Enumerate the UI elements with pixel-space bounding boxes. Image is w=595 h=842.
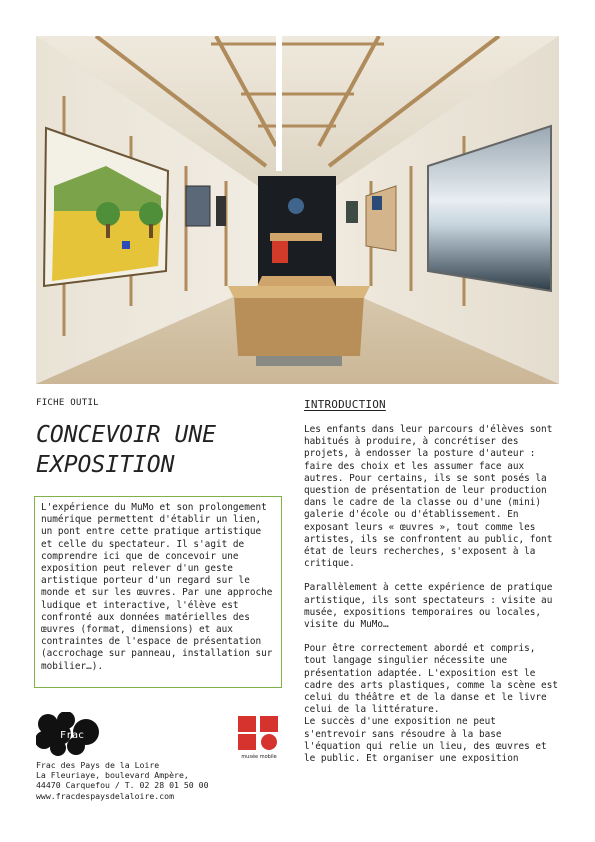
intro-paragraph-1: Les enfants dans leur parcours d'élèves sont habitués à produire, à concrétiser des projets, à endosser la posture d'auteur : faire des choix et les assumer face aux autres. Pour certains, ils se sont posés la question de présentation de leur production dans le cadre de la classe ou d'une (mini) galerie d'école ou d'établissement. En exposant leurs « œuvres », tout comme les artistes, ils se confrontent au public, font état de leurs recherches, s'exposent à la critique. xyxy=(304,424,553,570)
document-label: FICHE OUTIL xyxy=(36,398,99,408)
gallery-interior-illustration xyxy=(36,36,559,384)
intro-paragraph-4: Le succès d'une exposition ne peut s'entrevoir sans résoudre à la base l'équation qui relie un lieu, des œuvres et le public. Et organiser une exposition xyxy=(304,716,547,765)
mumo-caption: musée mobile xyxy=(241,754,277,760)
summary-text: L'expérience du MuMo et son prolongement numérique permettent d'établir un lien, un pont entre cette pratique artistique et celle du spectateur. Il s'agit de comprendre ici que de concevoir une exposition peut relever d'un geste artistique porteur d'un regard sur le monde et sur les œuvres. Par une approche ludique et interactive, l'élève est confronté aux données matérielles des œuvres (format, dimensions) et aux contraintes de l'espace de présentation (accrochage sur panneau, installation sur mobilier…). xyxy=(41,502,273,672)
mumo-logo xyxy=(236,714,282,760)
introduction-heading: INTRODUCTION xyxy=(304,398,386,411)
page-title xyxy=(36,420,286,480)
intro-paragraph-2: Parallèlement à cette expérience de pratique artistique, ils sont spectateurs : visite au musée, expositions temporaires ou locales, visite du MuMo… xyxy=(304,582,553,631)
contact-address xyxy=(36,760,276,801)
introduction-body xyxy=(304,424,558,765)
address-line-3: 44470 Carquefou / T. 02 28 01 50 00 xyxy=(36,780,209,791)
title-line-2: EXPOSITION xyxy=(36,452,175,478)
address-line-2: La Fleuriaye, boulevard Ampère, xyxy=(36,770,189,781)
gallery-photo xyxy=(36,36,559,384)
frac-logo xyxy=(36,712,102,756)
title-line-1: CONCEVOIR UNE xyxy=(36,422,217,448)
frac-logo-text: Frac xyxy=(59,730,85,741)
address-line-1: Frac des Pays de la Loire xyxy=(36,760,160,770)
summary-box xyxy=(34,496,282,688)
intro-paragraph-3: Pour être correctement abordé et compris, tout langage singulier nécessite une présentation adaptée. L'exposition est le cadre des arts plastiques, comme la scène est celui du théâtre et de la danse et le livre celui de la littérature. xyxy=(304,643,558,716)
website-link[interactable]: www.fracdespaysdelaloire.com xyxy=(36,790,175,801)
